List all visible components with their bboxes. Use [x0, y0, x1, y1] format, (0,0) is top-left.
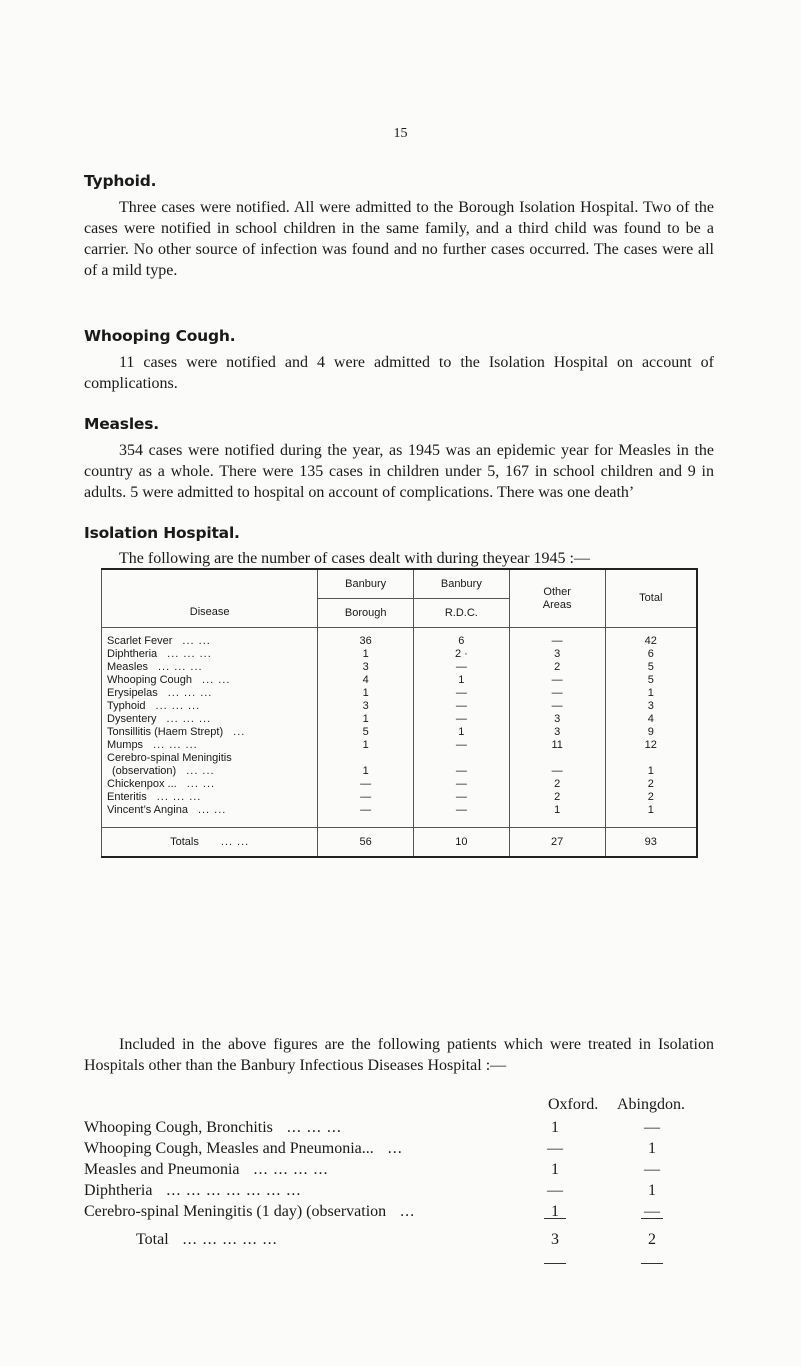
- disease-cell: [102, 648, 318, 661]
- other-cell: —: [509, 765, 605, 778]
- total-cell: 1: [605, 765, 697, 778]
- borough-cell: 3: [318, 661, 414, 674]
- borough-cell: 1: [318, 713, 414, 726]
- leader-dots: ... ...: [220, 835, 250, 848]
- rdc-cell: 1: [414, 726, 510, 739]
- leader-dots: ... ... ... ... ...: [182, 1231, 278, 1248]
- borough-cell: [318, 752, 414, 765]
- disease-cell: [102, 687, 318, 700]
- sum-rule: [544, 1218, 566, 1219]
- other-cell: 2: [509, 778, 605, 791]
- table-row: [102, 700, 698, 713]
- borough-cell: 3: [318, 700, 414, 713]
- other-cell: 11: [509, 739, 605, 752]
- total-cell: 3: [605, 700, 697, 713]
- disease-name: Chickenpox ...: [107, 778, 177, 790]
- header-other-areas: Other Areas: [509, 569, 605, 628]
- included-row-abingdon-value: 1: [648, 1140, 656, 1157]
- included-row-label: Diphtheria: [84, 1182, 153, 1199]
- table-row: [102, 739, 698, 752]
- total-cell: 5: [605, 661, 697, 674]
- included-total: [136, 1229, 278, 1250]
- typhoid-paragraph: Three cases were notified. All were admitted to the Borough Isolation Hospital. Two of the cases were notified in school children in the same family, and a third child was found to be a carrier. No other source of infection was found and no further cases occurred. The cases were all of a mild type.: [84, 199, 714, 279]
- totals-rdc-cell: 10: [414, 828, 510, 858]
- rdc-cell: —: [414, 765, 510, 778]
- other-cell: —: [509, 687, 605, 700]
- measles-heading: Measles.: [84, 415, 159, 433]
- included-row: [84, 1159, 329, 1180]
- included-row: [84, 1201, 415, 1222]
- included-row-oxford-value: 1: [551, 1161, 559, 1178]
- disease-cell: [102, 791, 318, 804]
- table-row: [102, 648, 698, 661]
- leader-dots: ... ... ...: [167, 648, 212, 660]
- total-cell: 5: [605, 674, 697, 687]
- header-banbury-rdc-top: Banbury: [414, 569, 510, 599]
- leader-dots: ... ...: [186, 778, 216, 790]
- included-row: [84, 1117, 342, 1138]
- included-total-oxford-value: 3: [551, 1231, 559, 1248]
- other-cell: —: [509, 674, 605, 687]
- rdc-cell: [414, 752, 510, 765]
- whooping-cough-heading: Whooping Cough.: [84, 327, 236, 345]
- included-row-label: Measles and Pneumonia: [84, 1161, 240, 1178]
- totals-total-cell: 93: [605, 828, 697, 858]
- other-cell: 3: [509, 726, 605, 739]
- rdc-cell: —: [414, 687, 510, 700]
- table-row: [102, 628, 698, 649]
- disease-cell: [102, 739, 318, 752]
- included-row-oxford-value: —: [547, 1140, 563, 1157]
- isolation-hospital-heading: Isolation Hospital.: [84, 524, 240, 542]
- disease-name: Measles: [107, 661, 148, 673]
- disease-cell: [102, 628, 318, 649]
- leader-dots: ... ... ...: [286, 1119, 342, 1136]
- measles-paragraph: 354 cases were notified during the year, as 1945 was an epidemic year for Measles in the country as a whole. There were 135 cases in children under 5, 167 in school children and 9 in adults. 5 were admitted to hospital on account of complications. There was one death’: [84, 442, 714, 501]
- disease-cell: [102, 674, 318, 687]
- table-row: [102, 713, 698, 726]
- included-row-label: Whooping Cough, Bronchitis: [84, 1119, 273, 1136]
- disease-name: (observation): [112, 765, 177, 777]
- other-cell: —: [509, 628, 605, 649]
- sum-rule: [641, 1218, 663, 1219]
- leader-dots: ...: [233, 726, 246, 738]
- sum-rule: [544, 1263, 566, 1264]
- table-row: [102, 752, 698, 765]
- table-row: [102, 804, 698, 828]
- included-row-oxford-value: —: [547, 1182, 563, 1199]
- disease-cell: [102, 726, 318, 739]
- borough-cell: 36: [318, 628, 414, 649]
- other-cell: 3: [509, 648, 605, 661]
- table-row: [102, 791, 698, 804]
- total-cell: [605, 752, 697, 765]
- other-cell: 1: [509, 804, 605, 828]
- leader-dots: ...: [400, 1203, 416, 1220]
- table-row: [102, 674, 698, 687]
- included-total-label: Total: [136, 1231, 169, 1248]
- included-row-label: Cerebro-spinal Meningitis (1 day) (observation: [84, 1203, 387, 1220]
- rdc-cell: 2 ·: [414, 648, 510, 661]
- borough-cell: 1: [318, 687, 414, 700]
- disease-cell: [102, 804, 318, 828]
- leader-dots: ... ... ... ...: [253, 1161, 329, 1178]
- total-cell: 2: [605, 778, 697, 791]
- column-abingdon: Abingdon.: [617, 1096, 685, 1113]
- included-row: [84, 1138, 403, 1159]
- disease-cell: [102, 778, 318, 791]
- rdc-cell: —: [414, 778, 510, 791]
- isolation-hospital-paragraph: The following are the number of cases dealt with during theyear 1945 :—: [119, 550, 590, 567]
- borough-cell: 1: [318, 648, 414, 661]
- disease-name: Vincent’s Angina: [107, 804, 188, 816]
- disease-cell: [102, 765, 318, 778]
- leader-dots: ... ... ...: [155, 700, 201, 712]
- column-oxford: Oxford.: [548, 1096, 599, 1113]
- table-row: [102, 661, 698, 674]
- leader-dots: ... ...: [186, 765, 215, 777]
- disease-cell: [102, 700, 318, 713]
- borough-cell: —: [318, 791, 414, 804]
- header-disease: Disease: [102, 569, 318, 628]
- rdc-cell: —: [414, 804, 510, 828]
- total-cell: 12: [605, 739, 697, 752]
- disease-name: Scarlet Fever: [107, 635, 173, 647]
- rdc-cell: —: [414, 661, 510, 674]
- other-cell: [509, 752, 605, 765]
- totals-other-cell: 27: [509, 828, 605, 858]
- rdc-cell: —: [414, 700, 510, 713]
- included-paragraph: Included in the above figures are the following patients which were treated in Isolation Hospitals other than the Banbury Infectious Diseases Hospital :—: [84, 1036, 714, 1074]
- total-cell: 1: [605, 804, 697, 828]
- borough-cell: 1: [318, 765, 414, 778]
- table-row: [102, 687, 698, 700]
- page-number: 15: [393, 126, 408, 141]
- header-banbury-borough-top: Banbury: [318, 569, 414, 599]
- disease-name: Dysentery: [107, 713, 157, 725]
- disease-name: Enteritis: [107, 791, 147, 803]
- borough-cell: 4: [318, 674, 414, 687]
- leader-dots: ... ... ...: [157, 661, 203, 673]
- borough-cell: —: [318, 778, 414, 791]
- disease-name: Erysipelas: [107, 687, 158, 699]
- leader-dots: ... ...: [197, 804, 227, 816]
- disease-name: Whooping Cough: [107, 674, 193, 686]
- rdc-cell: —: [414, 713, 510, 726]
- totals-row: [102, 828, 698, 858]
- included-row-abingdon-value: —: [644, 1119, 660, 1136]
- leader-dots: ... ... ...: [167, 687, 213, 699]
- total-cell: 9: [605, 726, 697, 739]
- table-row: [102, 726, 698, 739]
- isolation-hospital-table: [101, 568, 698, 858]
- totals-borough-cell: 56: [318, 828, 414, 858]
- other-cell: —: [509, 700, 605, 713]
- disease-name: Tonsillitis (Haem Strept): [107, 726, 224, 738]
- header-banbury-rdc-bottom: R.D.C.: [414, 599, 510, 628]
- header-banbury-borough-bottom: Borough: [318, 599, 414, 628]
- totals-label-cell: [102, 828, 318, 858]
- borough-cell: 5: [318, 726, 414, 739]
- rdc-cell: —: [414, 791, 510, 804]
- total-cell: 6: [605, 648, 697, 661]
- included-row-abingdon-value: —: [644, 1203, 660, 1220]
- borough-cell: —: [318, 804, 414, 828]
- total-cell: 1: [605, 687, 697, 700]
- included-row: [84, 1180, 301, 1201]
- included-total-abingdon-value: 2: [648, 1231, 656, 1248]
- disease-name: Mumps: [107, 739, 144, 751]
- leader-dots: ... ...: [182, 635, 211, 647]
- leader-dots: ... ... ...: [156, 791, 202, 803]
- rdc-cell: —: [414, 739, 510, 752]
- leader-dots: ...: [387, 1140, 403, 1157]
- included-row-abingdon-value: 1: [648, 1182, 656, 1199]
- disease-cell: [102, 713, 318, 726]
- sum-rule: [641, 1263, 663, 1264]
- included-row-label: Whooping Cough, Measles and Pneumonia...: [84, 1140, 374, 1157]
- disease-name: Diphtheria: [107, 648, 158, 660]
- whooping-cough-paragraph: 11 cases were notified and 4 were admitted to the Isolation Hospital on account of complications.: [84, 354, 714, 392]
- leader-dots: ... ...: [202, 674, 231, 686]
- total-cell: 2: [605, 791, 697, 804]
- other-cell: 2: [509, 791, 605, 804]
- leader-dots: ... ... ...: [166, 713, 212, 725]
- table-row: [102, 765, 698, 778]
- other-cell: 3: [509, 713, 605, 726]
- table-row: [102, 778, 698, 791]
- leader-dots: ... ... ... ... ... ... ...: [166, 1182, 302, 1199]
- totals-label: Totals: [170, 835, 199, 848]
- rdc-cell: 6: [414, 628, 510, 649]
- disease-cell: [102, 661, 318, 674]
- other-cell: 2: [509, 661, 605, 674]
- borough-cell: 1: [318, 739, 414, 752]
- header-total: Total: [605, 569, 697, 628]
- disease-cell: [102, 752, 318, 765]
- disease-name: Typhoid: [107, 700, 146, 712]
- included-row-oxford-value: 1: [551, 1203, 559, 1220]
- total-cell: 4: [605, 713, 697, 726]
- table-body: [102, 628, 698, 858]
- total-cell: 42: [605, 628, 697, 649]
- disease-name: Cerebro-spinal Meningitis: [107, 752, 232, 764]
- leader-dots: ... ... ...: [153, 739, 198, 751]
- included-row-oxford-value: 1: [551, 1119, 559, 1136]
- rdc-cell: 1: [414, 674, 510, 687]
- typhoid-heading: Typhoid.: [84, 172, 157, 190]
- included-row-abingdon-value: —: [644, 1161, 660, 1178]
